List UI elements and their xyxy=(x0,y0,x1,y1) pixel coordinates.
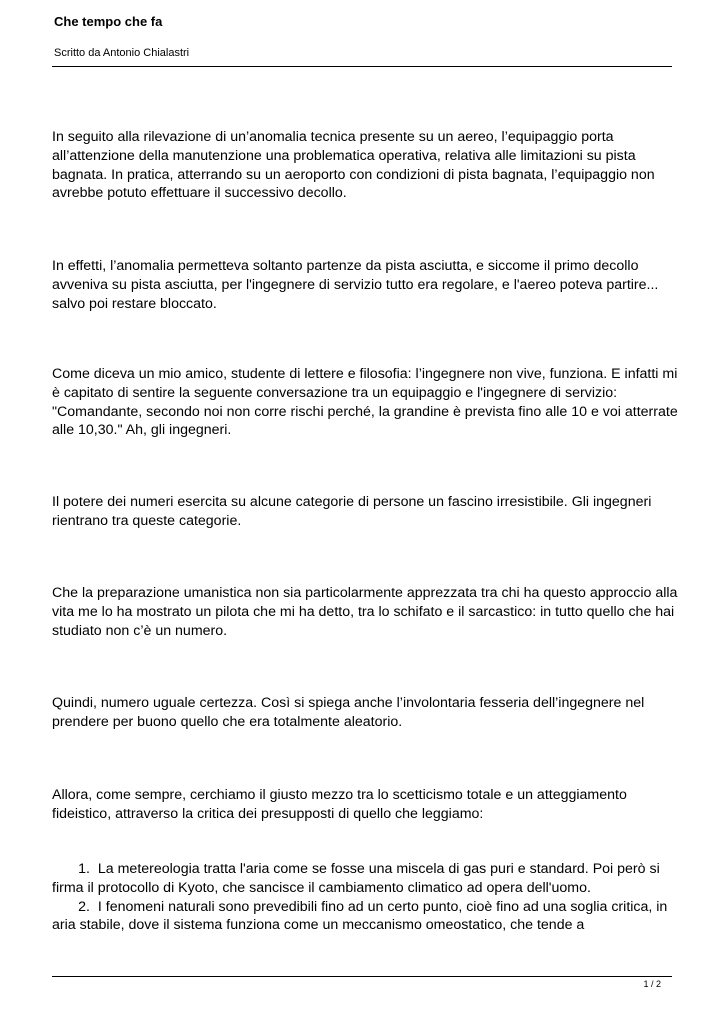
list-item xyxy=(52,898,682,936)
paragraph-4: Il potere dei numeri esercita su alcune categorie di persone un fascino irresistibile. Gli ingegneri rientrano tra queste categorie. xyxy=(52,494,652,529)
footer-divider xyxy=(52,976,672,977)
paragraph-5: Che la preparazione umanistica non sia particolarmente apprezzata tra chi ha questo approccio alla vita me lo ha mostrato un pilota che mi ha detto, tra lo schifato e il sarcastico: in tutto quello che hai studiato non c’è un numero. xyxy=(52,585,678,639)
paragraph-6: Quindi, numero uguale certezza. Così si spiega anche l’involontaria fesseria dell’ingegnere nel prendere per buono quello che era totalmente aleatorio. xyxy=(52,695,645,730)
paragraph-1: In seguito alla rilevazione di un’anomalia tecnica presente su un aereo, l’equipaggio porta all’attenzione della manutenzione una problematica operativa, relativa alle limitazioni su pista bagnata. In pratica, atterrando su un aeroporto con condizioni di pista bagnata, l’equipaggio non avrebbe potuto effettuare il successivo decollo. xyxy=(52,129,655,202)
list-item xyxy=(52,860,682,898)
list-item-text: I fenomeni naturali sono prevedibili fino ad un certo punto, cioè fino ad una soglia critica, in aria stabile, dove il sistema funziona come un meccanismo omeostatico, che tende a xyxy=(52,898,668,934)
list-item-number: 1. xyxy=(78,861,90,877)
list-item-text: La metereologia tratta l'aria come se fosse una miscela di gas puri e standard. Poi però si firma il protocollo di Kyoto, che sancisce il cambiamento climatico ad opera dell'uomo. xyxy=(52,861,660,896)
header-divider xyxy=(52,66,672,67)
paragraph-2: In effetti, l’anomalia permetteva soltanto partenze da pista asciutta, e siccome il primo decollo avveniva su pista asciutta, per l'ingegnere di servizio tutto era regolare, e l'aereo poteva partire... salvo poi restare bloccato. xyxy=(52,258,659,312)
paragraph-3: Come diceva un mio amico, studente di lettere e filosofia: l’ingegnere non vive, funziona. E infatti mi è capitato di sentire la seguente conversazione tra un equipaggio e l'ingegnere di servizio: "Comandante, secondo noi non corre rischi perché, la grandine è prevista fino alle 10 e voi atterrate alle 10,30." Ah, gli ingegneri. xyxy=(52,366,678,439)
document-title: Che tempo che fa xyxy=(54,14,163,29)
paragraph-7: Allora, come sempre, cerchiamo il giusto mezzo tra lo scetticismo totale e un atteggiamento fideistico, attraverso la critica dei presupposti di quello che leggiamo: xyxy=(52,787,627,822)
numbered-list xyxy=(52,860,682,935)
list-item-number: 2. xyxy=(78,898,90,915)
document-author: Scritto da Antonio Chialastri xyxy=(54,47,190,59)
page-number: 1 / 2 xyxy=(643,979,661,989)
